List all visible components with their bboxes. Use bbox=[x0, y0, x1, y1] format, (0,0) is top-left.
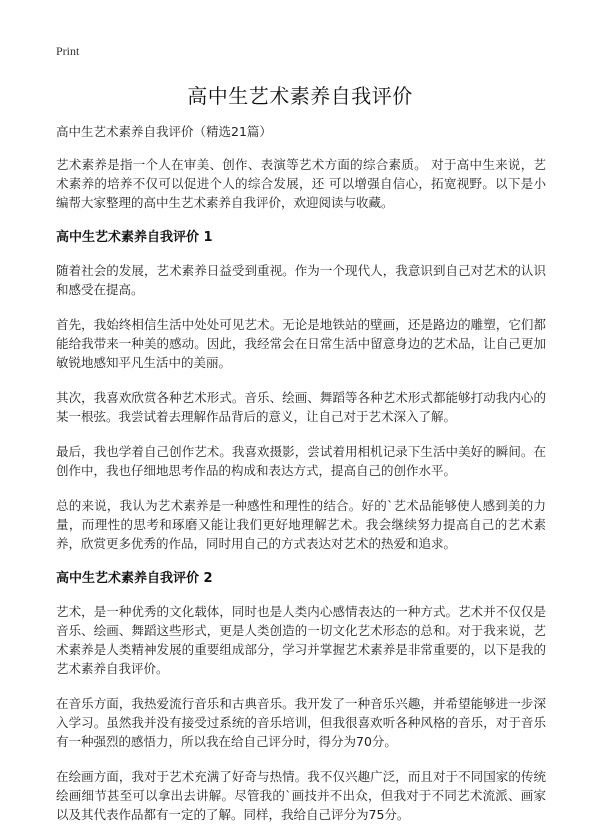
section-paragraph: 艺术，是一种优秀的文化载体，同时也是人类内心感情表达的一种方式。艺术并不仅仅是音乐、绘画、舞蹈这些形式，更是人类创造的一切文化艺术形态的总和。对于我来说，艺术素养是人类精神发展的重要组成部分，学习并掌握艺术素养是非常重要的，以下是我的艺术素养自我评价。 bbox=[56, 604, 546, 676]
intro-paragraph: 艺术素养是指一个人在审美、创作、表演等艺术方面的综合素质。 对于高中生来说，艺术素养的培养不仅可以促进个人的综合发展，还 可以增强自信心，拓宽视野。以下是小编帮大家整理的高中生艺术素养自我评价，欢迎阅读与收藏。 bbox=[56, 157, 546, 210]
section-paragraph: 首先，我始终相信生活中处处可见艺术。无论是地铁站的壁画，还是路边的雕塑，它们都能给我带来一种美的感动。因此，我经常会在日常生活中留意身边的艺术品，让自己更加敏锐地感知平凡生活中的美丽。 bbox=[56, 317, 546, 370]
section-paragraph: 在绘画方面，我对于艺术充满了好奇与热情。我不仅兴趣广泛，而且对于不同国家的传统绘画细节甚至可以拿出去讲解。尽管我的`画技并不出众，但我对于不同艺术流派、画家以及其代表作品都有一定的了解。同样，我给自己评分为75分。 bbox=[56, 769, 546, 822]
section-paragraph: 总的来说，我认为艺术素养是一种感性和理性的结合。好的`艺术品能够使人感到美的力量，而理性的思考和琢磨又能让我们更好地理解艺术。我会继续努力提高自己的艺术素养，欣赏更多优秀的作品，同时用自己的方式表达对艺术的热爱和追求。 bbox=[56, 498, 546, 551]
section-heading: 高中生艺术素养自我评价 2 bbox=[56, 571, 213, 586]
section-paragraph: 在音乐方面，我热爱流行音乐和古典音乐。我开发了一种音乐兴趣，并希望能够进一步深入学习。虽然我并没有接受过系统的音乐培训，但我很喜欢听各种风格的音乐，对于音乐有一种强烈的感悟力，所以我在给自己评分时，得分为70分。 bbox=[56, 696, 546, 749]
article-subtitle: 高中生艺术素养自我评价（精选21篇） bbox=[56, 124, 272, 139]
article-body bbox=[56, 122, 546, 840]
section-paragraph: 随着社会的发展，艺术素养日益受到重视。作为一个现代人，我意识到自己对艺术的认识和感受在提高。 bbox=[56, 263, 546, 297]
section-paragraph: 最后，我也学着自己创作艺术。我喜欢摄影，尝试着用相机记录下生活中美好的瞬间。在创作中，我也仔细地思考作品的构成和表达方式，提高自己的创作水平。 bbox=[56, 444, 546, 478]
section-heading: 高中生艺术素养自我评价 1 bbox=[56, 230, 213, 245]
print-link[interactable]: Print bbox=[56, 44, 80, 58]
section-paragraph: 其次，我喜欢欣赏各种艺术形式。音乐、绘画、舞蹈等各种艺术形式都能够打动我内心的某一根弦。我尝试着去理解作品背后的意义，让自己对于艺术深入了解。 bbox=[56, 390, 546, 424]
page-title: 高中生艺术素养自我评价 bbox=[187, 84, 413, 108]
